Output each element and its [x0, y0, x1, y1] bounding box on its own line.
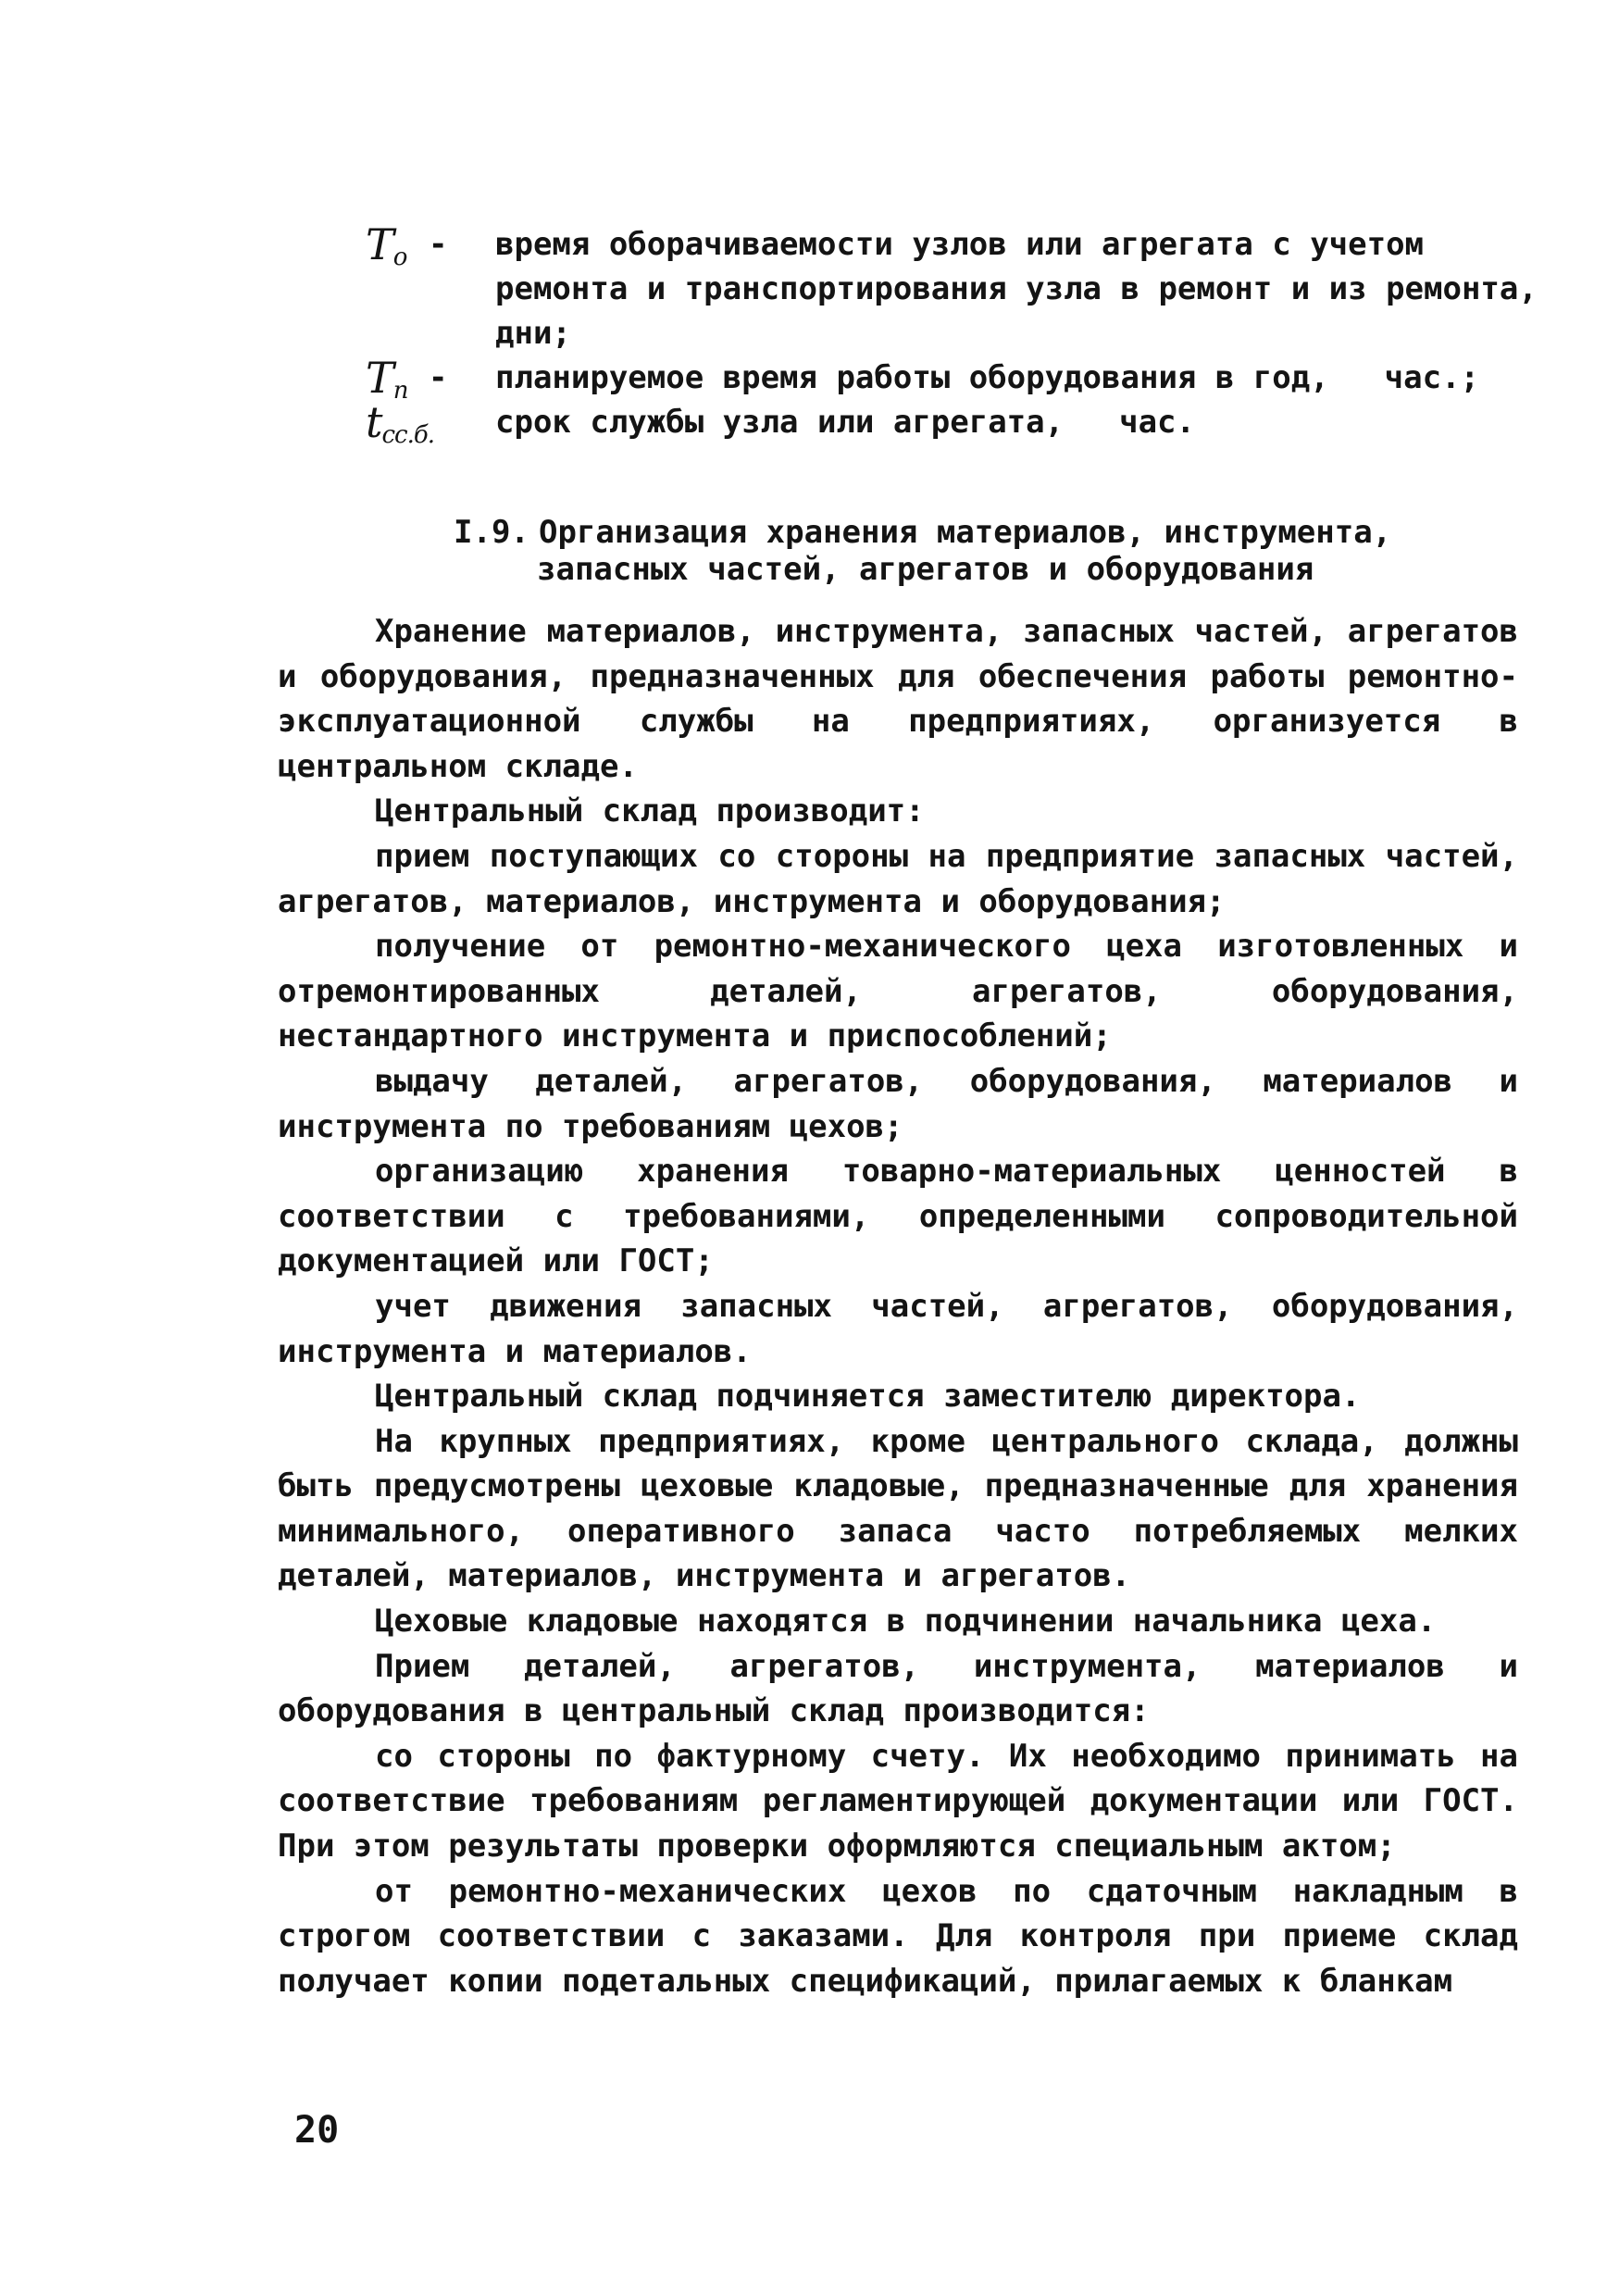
definition-text: срок службы узла или агрегата, [495, 404, 1065, 441]
definition-dash: - [429, 226, 448, 263]
definition-unit: час.; [1384, 359, 1480, 396]
paragraph: Центральный склад подчиняется заместителю директора. [375, 1378, 1361, 1416]
paragraph: Хранение материалов, инструмента, запасных частей, агрегатов и оборудования, предназначенных для обеспечения работы ремонтно-эксплуатационной службы на предприятиях, организуется в центральном складе. [278, 613, 1518, 785]
symbol-tssb: $t_{сс.б.}$ [366, 397, 435, 449]
paragraph: выдачу деталей, агрегатов, оборудования, материалов и инструмента по требованиям цехов; [278, 1062, 1518, 1145]
paragraph: Прием деталей, агрегатов, инструмента, материалов и оборудования в центральный склад производится: [278, 1647, 1518, 1730]
definition-dash: - [429, 359, 448, 396]
section-number: I.9. [454, 514, 529, 551]
section-title-line1: Организация хранения материалов, инструмента, [539, 514, 1392, 551]
paragraph: от ремонтно-механических цехов по сдаточным накладным в строгом соответствии с заказами. Для контроля при приеме склад получает копии подетальных спецификаций, прилагаемых к бланкам [278, 1872, 1518, 2000]
section-heading [454, 514, 1391, 588]
paragraph: Центральный склад производит: [375, 792, 925, 830]
definition-to [366, 219, 1569, 356]
paragraph: Цеховые кладовые находятся в подчинении начальника цеха. [375, 1603, 1437, 1641]
page-number: 20 [294, 2109, 340, 2152]
paragraph: организацию хранения товарно-материальных ценностей в соответствии с требованиями, определенными сопроводительной документацией или ГОСТ; [278, 1153, 1518, 1280]
paragraph: со стороны по фактурному счету. Их необходимо принимать на соответствие требованиям регламентирующей документации или ГОСТ. При этом результаты проверки оформляются специальным актом; [278, 1737, 1518, 1866]
definition-tp [366, 353, 1569, 405]
paragraph: получение от ремонтно-механического цеха изготовленных и отремонтированных деталей, агрегатов, оборудования, нестандартного инструмента и приспособлений; [278, 928, 1518, 1055]
symbol-definitions [366, 219, 1569, 449]
symbol-tp: $T_п$ [366, 353, 408, 405]
paragraph: учет движения запасных частей, агрегатов, оборудования, инструмента и материалов. [278, 1287, 1518, 1370]
symbol-to: $T_o$ [366, 219, 407, 271]
paragraph: На крупных предприятиях, кроме центрального склада, должны быть предусмотрены цеховые кладовые, предназначенные для хранения минимального, оперативного запаса часто потребляемых мелких деталей, материалов, инструмента и агрегатов. [278, 1422, 1518, 1595]
definition-text: время оборачиваемости узлов или агрегата с учетом ремонта и транспортирования узла в ремонт и из ремонта, дни; [495, 226, 1538, 352]
definition-unit: час. [1119, 404, 1195, 441]
paragraph: прием поступающих со стороны на предприятие запасных частей, агрегатов, материалов, инструмента и оборудования; [278, 837, 1518, 920]
section-title-line2: запасных частей, агрегатов и оборудования [537, 551, 1314, 588]
definition-tssb [366, 397, 1569, 449]
body-text [278, 609, 1518, 2003]
definition-text: планируемое время работы оборудования в год, [495, 359, 1329, 396]
